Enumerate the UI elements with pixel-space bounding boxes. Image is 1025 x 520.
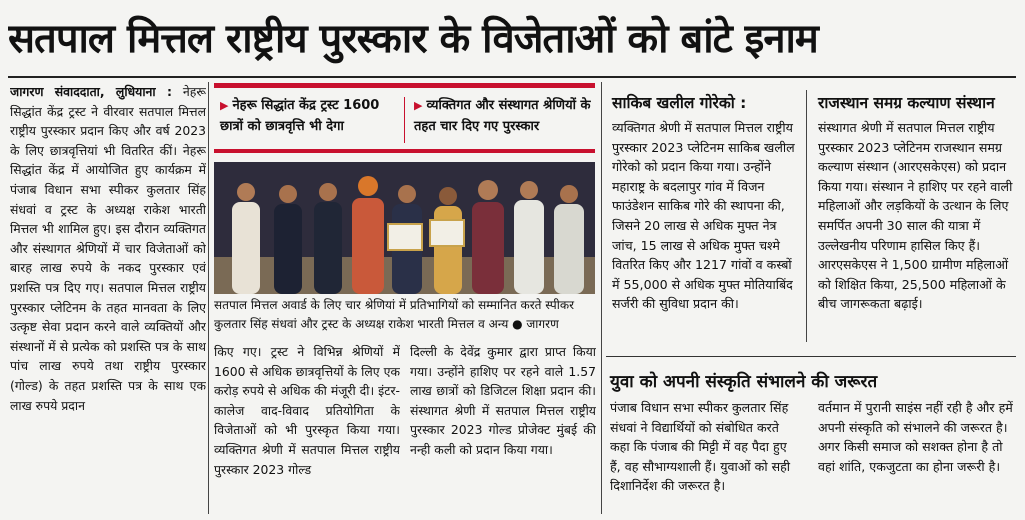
bottom-story-left: पंजाब विधान सभा स्पीकर कुलतार सिंह संधवां ने विद्यार्थियों को संबोधित करते कहा कि पंजाब की मिट्टी में वह पैदा हुए हैं, वह सौभाग्यशाली हैं। युवाओं को सही दिशानिर्देश की जरूरत है।: [610, 400, 791, 494]
article-column-1: [10, 82, 206, 516]
byline: जागरण संवाददाता, लुधियाना :: [10, 84, 172, 99]
headline-rule: [8, 76, 1016, 78]
column-divider: [208, 82, 209, 514]
headline: सतपाल मित्तल राष्ट्रीय पुरस्कार के विजेताओं को बांटे इनाम: [8, 16, 818, 62]
article-column-2: किए गए। ट्रस्ट ने विभिन्न श्रेणियों में 1600 से अधिक छात्रवृत्तियों के लिए एक करोड़ रुपये से अधिक की मंजूरी दी। इंटर-कालेज वाद-विवाद प्रतियोगिता के विजेताओं को भी पुरस्कृत किया गया। व्यक्तिगत श्रेणी में सतपाल मित्तल राष्ट्रीय पुरस्कार 2023 गोल्ड: [214, 344, 400, 477]
highlights-top-bar: [214, 83, 595, 88]
triangle-bullet-icon: ▶: [220, 99, 229, 112]
side-story-2-title: राजस्थान समग्र कल्याण संस्थान: [818, 94, 995, 112]
people-group-illustration: [232, 176, 584, 294]
article-column-3: दिल्ली के देवेंद्र कुमार द्वारा प्राप्त किया गया। उन्होंने हाशिए पर रहने वाले 1.57 लाख छात्रों को डिजिटल शिक्षा प्रदान की। संस्थागत श्रेणी में सतपाल मित्तल राष्ट्रीय पुरस्कार 2023 गोल्ड प्रोजेक्ट मुंबई की नन्ही कली को प्रदान किया गया।: [410, 344, 596, 457]
bottom-story-right: वर्तमान में पुरानी साइंस नहीं रही है और हमें अपनी संस्कृति को संभालने की जरूरत है। अगर किसी समाज को सशक्त होना है तो वहां शांति, एकजुटता का होना जरूरी है।: [818, 400, 1013, 474]
photo-caption: सतपाल मित्तल अवार्ड के लिए चार श्रेणियां में प्रतिभागियों को सम्मानित करते स्पीकर कुलतार सिंह संधवां और ट्रस्ट के अध्यक्ष राकेश भारती मित्तल व अन्य ● जागरण: [214, 298, 574, 331]
side-story-1-text: व्यक्तिगत श्रेणी में सतपाल मित्तल राष्ट्रीय पुरस्कार 2023 प्लेटिनम साकिब खलील गोरेको को प्रदान किया गया। उन्होंने महाराष्ट्र के बदलापुर गांव में विजन फाउंडेशन साकिब गोरे की स्थापना की, जिसने 20 लाख से अधिक मुफ्त नेत्र जांच, 15 लाख से अधिक मुफ्त चश्मे वितरित किए और 1217 गांवों व कस्बों में 55,000 से अधिक मुफ्त मोतियाबिंद सर्जरी की सुविधा प्रदान की।: [612, 120, 795, 312]
highlight-item-2: [414, 95, 594, 137]
side-inner-divider: [806, 90, 807, 342]
event-photo: [214, 162, 595, 294]
side-story-1-title: साकिब खलील गोरेको :: [612, 94, 747, 112]
photo-credit: जागरण: [526, 317, 559, 331]
column-1-text: नेहरू सिद्धांत केंद्र ट्रस्ट ने वीरवार सतपाल मित्तल राष्ट्रीय पुरस्कार प्रदान किए और वर्ष 2023 के लिए छात्रवृत्तियां भी वितरित कीं। नेहरू सिद्धांत केंद्र में आयोजित हुए कार्यक्रम में पंजाब विधान सभा स्पीकर कुलतार सिंह संधवां व ट्रस्ट के अध्यक्ष राकेश भारती मित्तल भी शामिल हुए। इस दौरान व्यक्तिगत और संस्थागत श्रेणियों में चार विजेताओं को बारह लाख रुपये के नकद पुरस्कार एवं प्रशस्ति पत्र दिए गए। सतपाल मित्तल राष्ट्रीय पुरस्कार प्लेटिनम के तहत मानवता के लिए उत्कृष्ट सेवा प्रदान करने वाले व्यक्तियों और संस्थानों में से प्रत्येक को प्रशस्ति पत्र के साथ पांच लाख रुपये तथा राष्ट्रीय पुरस्कार (गोल्ड) के तहत प्रशस्ति पत्र के साथ एक लाख रुपये प्रदान: [10, 84, 206, 413]
highlight-1-text: नेहरू सिद्धांत केंद्र ट्रस्ट 1600 छात्रों को छात्रवृत्ति भी देगा: [220, 98, 380, 134]
highlight-2-text: व्यक्तिगत और संस्थागत श्रेणियों के तहत चार दिए गए पुरस्कार: [414, 98, 591, 134]
bottom-rule: [606, 356, 1016, 357]
award-ceremony-image: [214, 162, 595, 294]
bottom-story-title: युवा को अपनी संस्कृति संभालने की जरूरत: [610, 372, 878, 392]
side-story-2-text: संस्थागत श्रेणी में सतपाल मित्तल राष्ट्रीय पुरस्कार 2023 प्लेटिनम राजस्थान समग्र कल्याण संस्थान (आरएसकेएस) को प्रदान किया गया। संस्थान ने हाशिए पर रहने वाली महिलाओं और लड़कियों के उत्थान के लिए समर्पित अपनी 30 साल की यात्रा में उल्लेखनीय परिणाम हासिल किए हैं। आरएसकेएस ने 1,500 ग्रामीण महिलाओं को शिक्षित किया, 25,500 महिलाओं के बीच जागरूकता बढ़ाई।: [818, 120, 1013, 312]
triangle-bullet-icon: ▶: [414, 99, 423, 112]
caption-text: सतपाल मित्तल अवार्ड के लिए चार श्रेणियां में प्रतिभागियों को सम्मानित करते स्पीकर कुलतार सिंह संधवां और ट्रस्ट के अध्यक्ष राकेश भारती मित्तल व अन्य: [214, 298, 574, 331]
side-divider: [601, 82, 602, 514]
highlights-divider: [404, 97, 405, 143]
highlights-bottom-bar: [214, 149, 595, 153]
highlights-box: [214, 83, 595, 155]
highlight-item-1: [220, 95, 398, 137]
